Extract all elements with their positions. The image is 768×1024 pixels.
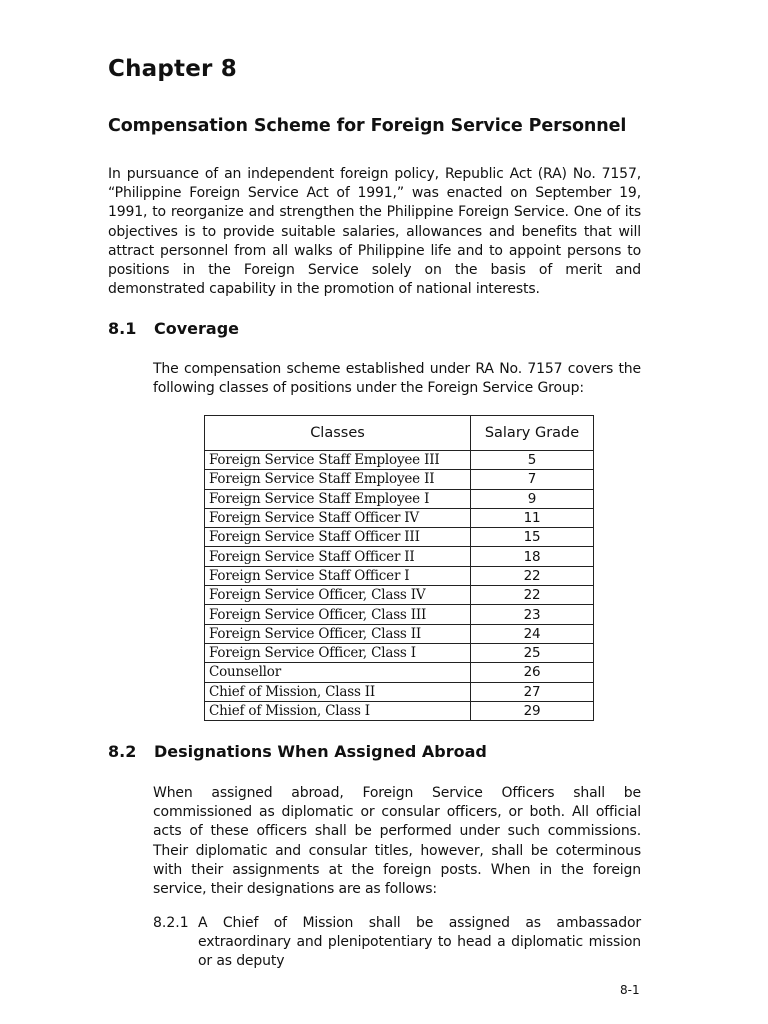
table-row	[205, 489, 594, 508]
table-row	[205, 451, 594, 470]
class-cell: Foreign Service Staff Officer III	[205, 528, 471, 547]
class-cell: Foreign Service Staff Officer I	[205, 566, 471, 585]
grade-cell: 9	[471, 489, 594, 508]
table-row	[205, 663, 594, 682]
class-cell: Foreign Service Staff Employee I	[205, 489, 471, 508]
class-cell: Foreign Service Officer, Class III	[205, 605, 471, 624]
subitem-number: 8.2.1	[153, 915, 189, 931]
table-row	[205, 643, 594, 662]
subitem-text: A Chief of Mission shall be assigned as ambassador extraordinary and plenipotentiary to head a diplomatic mission or as deputy	[198, 915, 641, 970]
grade-cell: 23	[471, 605, 594, 624]
table-row	[205, 470, 594, 489]
grade-cell: 7	[471, 470, 594, 489]
class-cell: Chief of Mission, Class II	[205, 682, 471, 701]
class-cell: Foreign Service Officer, Class I	[205, 643, 471, 662]
grade-cell: 22	[471, 566, 594, 585]
grade-cell: 5	[471, 451, 594, 470]
table-row	[205, 682, 594, 701]
class-cell: Counsellor	[205, 663, 471, 682]
grade-cell: 25	[471, 643, 594, 662]
grade-cell: 15	[471, 528, 594, 547]
column-header-salary-grade: Salary Grade	[471, 416, 594, 451]
coverage-paragraph: The compensation scheme established under RA No. 7157 covers the following classes of positions under the Foreign Service Group:	[153, 361, 641, 397]
class-cell: Foreign Service Officer, Class II	[205, 624, 471, 643]
chapter-subtitle: Compensation Scheme for Foreign Service Personnel	[108, 116, 627, 136]
grade-cell: 24	[471, 624, 594, 643]
grade-cell: 26	[471, 663, 594, 682]
class-cell: Foreign Service Officer, Class IV	[205, 586, 471, 605]
salary-grade-table	[204, 415, 594, 721]
section-heading-coverage	[108, 319, 239, 338]
subitem-8-2-1	[153, 914, 641, 972]
table-row	[205, 508, 594, 527]
chapter-title: Chapter 8	[108, 56, 237, 82]
section-number: 8.1	[108, 319, 137, 338]
class-cell: Foreign Service Staff Employee III	[205, 451, 471, 470]
class-cell: Foreign Service Staff Officer II	[205, 547, 471, 566]
section-heading-designations	[108, 742, 487, 761]
class-cell: Foreign Service Staff Officer IV	[205, 508, 471, 527]
column-header-classes: Classes	[205, 416, 471, 451]
table-row	[205, 605, 594, 624]
table-row	[205, 547, 594, 566]
intro-paragraph: In pursuance of an independent foreign policy, Republic Act (RA) No. 7157, “Philippine Foreign Service Act of 1991,” was enacted on September 19, 1991, to reorganize and strengthen the Philippine Foreign Service. One of its objectives is to provide suitable salaries, allowances and benefits that will attract personnel from all walks of Philippine life and to appoint persons to positions in the Foreign Service solely on the basis of merit and demonstrated capability in the promotion of national interests.	[108, 166, 641, 298]
grade-cell: 22	[471, 586, 594, 605]
class-cell: Foreign Service Staff Employee II	[205, 470, 471, 489]
table-row	[205, 701, 594, 720]
table-row	[205, 528, 594, 547]
grade-cell: 29	[471, 701, 594, 720]
table-row	[205, 586, 594, 605]
table-header-row	[205, 416, 594, 451]
grade-cell: 27	[471, 682, 594, 701]
page-number: 8-1	[620, 983, 640, 997]
table-row	[205, 566, 594, 585]
section-number: 8.2	[108, 742, 137, 761]
section-title: Designations When Assigned Abroad	[154, 742, 487, 761]
grade-cell: 11	[471, 508, 594, 527]
designations-paragraph: When assigned abroad, Foreign Service Officers shall be commissioned as diplomatic or consular officers, or both. All official acts of these officers shall be performed under such commissions. Their diplomatic and consular titles, however, shall be coterminous with their assignments at the foreign posts. When in the foreign service, their designations are as follows:	[153, 785, 641, 898]
grade-cell: 18	[471, 547, 594, 566]
table-row	[205, 624, 594, 643]
class-cell: Chief of Mission, Class I	[205, 701, 471, 720]
section-title: Coverage	[154, 319, 240, 338]
